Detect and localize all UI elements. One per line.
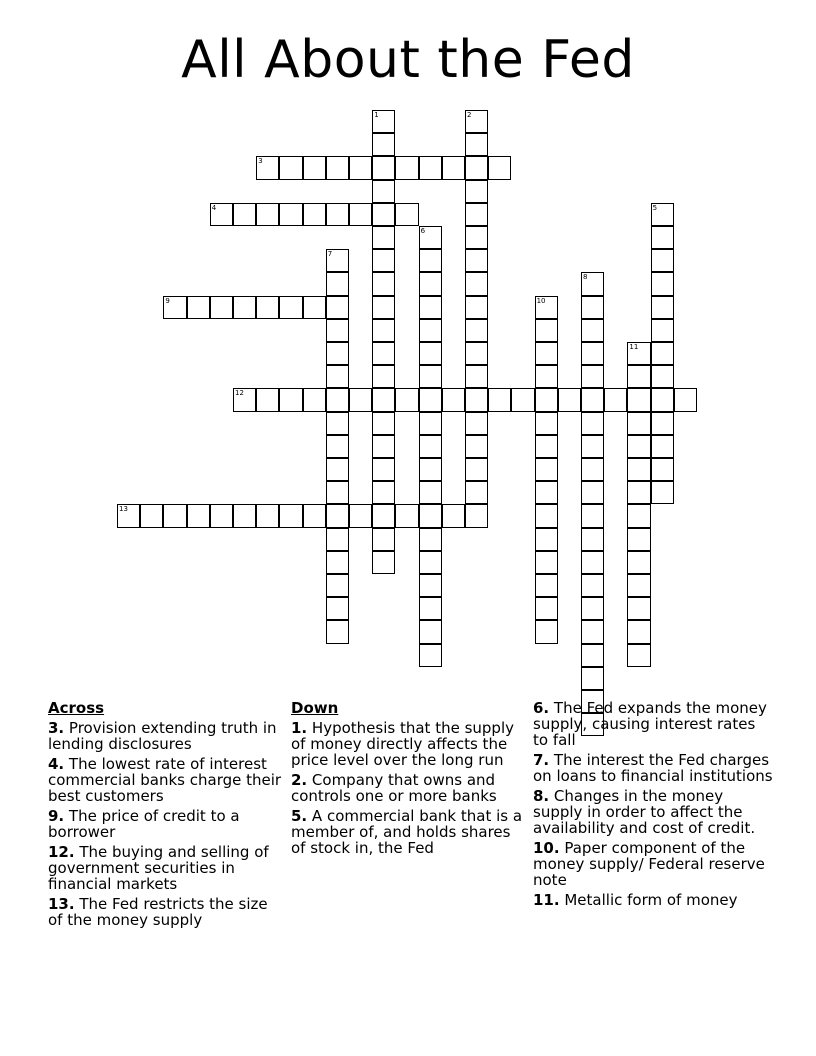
grid-cell[interactable]	[581, 481, 604, 504]
grid-cell[interactable]	[465, 481, 488, 504]
grid-cell[interactable]	[372, 458, 395, 481]
grid-cell[interactable]	[535, 458, 558, 481]
grid-cell[interactable]	[349, 156, 372, 179]
puzzle-title: All About the Fed	[181, 30, 635, 90]
grid-cell[interactable]	[233, 296, 256, 319]
grid-cell[interactable]	[326, 319, 349, 342]
grid-cell[interactable]	[535, 620, 558, 643]
grid-cell[interactable]	[303, 504, 326, 527]
grid-cell[interactable]	[372, 203, 395, 226]
grid-cell[interactable]	[326, 620, 349, 643]
clue-text: Hypothesis that the supply of money directly affects the price level over the long run	[291, 719, 514, 769]
grid-cell[interactable]	[233, 504, 256, 527]
grid-cell[interactable]	[558, 388, 581, 411]
grid-cell[interactable]	[651, 249, 674, 272]
grid-cell[interactable]	[326, 388, 349, 411]
cell-number: 7	[327, 250, 333, 259]
grid-cell[interactable]	[442, 388, 465, 411]
clue-number: 2.	[291, 771, 308, 789]
grid-cell[interactable]	[372, 272, 395, 295]
grid-cell[interactable]	[651, 412, 674, 435]
grid-cell[interactable]	[419, 319, 442, 342]
clue-item	[48, 844, 283, 892]
grid-cell[interactable]	[372, 388, 395, 411]
grid-cell[interactable]	[651, 435, 674, 458]
grid-cell[interactable]	[465, 435, 488, 458]
grid-cell[interactable]	[627, 412, 650, 435]
grid-cell[interactable]	[187, 296, 210, 319]
grid-cell[interactable]	[372, 481, 395, 504]
grid-cell[interactable]	[419, 574, 442, 597]
grid-cell[interactable]	[535, 551, 558, 574]
grid-cell[interactable]	[488, 156, 511, 179]
clue-text: Provision extending truth in lending disclosures	[48, 719, 277, 753]
grid-cell[interactable]	[279, 156, 302, 179]
clue-item	[533, 892, 773, 908]
grid-cell[interactable]	[465, 203, 488, 226]
grid-cell[interactable]	[535, 504, 558, 527]
grid-cell[interactable]	[465, 249, 488, 272]
grid-cell[interactable]	[581, 435, 604, 458]
clue-item	[533, 700, 773, 748]
grid-cell[interactable]	[163, 504, 186, 527]
clue-item	[291, 808, 526, 856]
grid-cell[interactable]	[163, 296, 186, 319]
clue-text: The lowest rate of interest commercial banks charge their best customers	[48, 755, 282, 805]
grid-cell[interactable]	[372, 319, 395, 342]
cell-number: 9	[165, 296, 170, 305]
grid-cell[interactable]	[256, 296, 279, 319]
grid-cell[interactable]	[581, 504, 604, 527]
grid-cell[interactable]	[627, 481, 650, 504]
grid-cell[interactable]	[419, 365, 442, 388]
down-clues-column-1	[291, 700, 526, 860]
grid-cell[interactable]	[395, 504, 418, 527]
grid-cell[interactable]	[419, 644, 442, 667]
down-heading: Down	[291, 699, 339, 717]
clue-text: The price of credit to a borrower	[48, 807, 240, 841]
clue-text: The interest the Fed charges on loans to financial institutions	[533, 751, 773, 785]
clue-number: 7.	[533, 751, 550, 769]
grid-cell[interactable]	[465, 296, 488, 319]
grid-cell[interactable]	[303, 203, 326, 226]
grid-cell[interactable]	[581, 296, 604, 319]
grid-cell[interactable]	[627, 574, 650, 597]
grid-cell[interactable]	[535, 481, 558, 504]
grid-cell[interactable]	[535, 319, 558, 342]
grid-cell[interactable]	[419, 249, 442, 272]
grid-cell[interactable]	[581, 342, 604, 365]
grid-cell[interactable]	[279, 296, 302, 319]
grid-cell[interactable]	[581, 528, 604, 551]
grid-cell[interactable]	[581, 412, 604, 435]
grid-cell[interactable]	[651, 342, 674, 365]
clue-item	[48, 808, 283, 840]
cell-number: 11	[629, 343, 639, 351]
grid-cell[interactable]	[465, 504, 488, 527]
down-clues-column-2	[533, 700, 773, 912]
cell-number: 13	[119, 505, 128, 514]
grid-cell[interactable]	[651, 272, 674, 295]
grid-cell[interactable]	[674, 388, 697, 411]
grid-cell[interactable]	[326, 574, 349, 597]
grid-cell[interactable]	[395, 388, 418, 411]
grid-cell[interactable]	[372, 296, 395, 319]
grid-cell[interactable]	[419, 272, 442, 295]
clue-item	[48, 896, 283, 928]
grid-cell[interactable]	[372, 180, 395, 203]
clue-item	[533, 840, 773, 888]
grid-cell[interactable]	[140, 504, 163, 527]
grid-cell[interactable]	[326, 156, 349, 179]
grid-cell[interactable]	[419, 458, 442, 481]
grid-cell[interactable]	[419, 620, 442, 643]
grid-cell[interactable]	[256, 156, 279, 179]
grid-cell[interactable]	[465, 458, 488, 481]
grid-cell[interactable]	[326, 504, 349, 527]
cell-number: 12	[235, 389, 244, 398]
grid-cell[interactable]	[372, 365, 395, 388]
grid-cell[interactable]	[535, 296, 558, 319]
grid-cell[interactable]	[419, 597, 442, 620]
clue-item	[291, 720, 526, 768]
grid-cell[interactable]	[326, 272, 349, 295]
grid-cell[interactable]	[465, 180, 488, 203]
grid-cell[interactable]	[279, 504, 302, 527]
clue-text: The Fed restricts the size of the money supply	[48, 895, 268, 929]
grid-cell[interactable]	[581, 319, 604, 342]
grid-cell[interactable]	[627, 620, 650, 643]
grid-cell[interactable]	[419, 412, 442, 435]
grid-cell[interactable]	[465, 365, 488, 388]
grid-cell[interactable]	[326, 342, 349, 365]
grid-cell[interactable]	[395, 156, 418, 179]
across-clues	[48, 700, 283, 932]
grid-cell[interactable]	[326, 249, 349, 272]
grid-cell[interactable]	[442, 156, 465, 179]
cell-number: 4	[211, 203, 217, 212]
grid-cell[interactable]	[256, 203, 279, 226]
down-list-2	[533, 700, 773, 908]
cell-number: 10	[536, 296, 546, 305]
grid-cell[interactable]	[581, 272, 604, 295]
grid-cell[interactable]	[488, 388, 511, 411]
grid-cell[interactable]	[627, 528, 650, 551]
grid-cell[interactable]	[627, 365, 650, 388]
cell-number: 3	[258, 157, 263, 166]
grid-cell[interactable]	[279, 388, 302, 411]
grid-cell[interactable]	[651, 388, 674, 411]
grid-cell[interactable]	[326, 435, 349, 458]
grid-cell[interactable]	[651, 226, 674, 249]
down-list-1	[291, 720, 526, 856]
grid-cell[interactable]	[535, 365, 558, 388]
grid-cell[interactable]	[372, 528, 395, 551]
grid-cell[interactable]	[395, 203, 418, 226]
clue-item	[533, 752, 773, 784]
clue-item	[48, 720, 283, 752]
grid-cell[interactable]	[372, 412, 395, 435]
grid-cell[interactable]	[581, 667, 604, 690]
grid-cell[interactable]	[256, 504, 279, 527]
clue-item	[533, 788, 773, 836]
grid-cell[interactable]	[303, 296, 326, 319]
grid-cell[interactable]	[372, 435, 395, 458]
grid-cell[interactable]	[627, 551, 650, 574]
cell-number: 8	[583, 273, 588, 282]
grid-cell[interactable]	[279, 203, 302, 226]
grid-cell[interactable]	[419, 342, 442, 365]
grid-cell[interactable]	[651, 481, 674, 504]
grid-cell[interactable]	[535, 412, 558, 435]
grid-cell[interactable]	[303, 156, 326, 179]
grid-cell[interactable]	[465, 319, 488, 342]
grid-cell[interactable]	[372, 551, 395, 574]
grid-cell[interactable]	[372, 249, 395, 272]
grid-cell[interactable]	[465, 272, 488, 295]
grid-cell[interactable]	[372, 342, 395, 365]
grid-cell[interactable]	[651, 319, 674, 342]
grid-cell[interactable]	[326, 597, 349, 620]
clue-text: Metallic form of money	[564, 891, 738, 909]
grid-cell[interactable]	[465, 110, 488, 133]
clue-number: 1.	[291, 719, 308, 737]
grid-cell[interactable]	[349, 203, 372, 226]
grid-cell[interactable]	[372, 133, 395, 156]
grid-cell[interactable]	[326, 551, 349, 574]
grid-cell[interactable]	[465, 156, 488, 179]
grid-cell[interactable]	[419, 226, 442, 249]
grid-cell[interactable]	[326, 412, 349, 435]
grid-cell[interactable]	[581, 551, 604, 574]
clue-text: Changes in the money supply in order to affect the availability and cost of credit.	[533, 787, 756, 837]
grid-cell[interactable]	[419, 481, 442, 504]
grid-cell[interactable]	[651, 296, 674, 319]
grid-cell[interactable]	[419, 296, 442, 319]
grid-cell[interactable]	[256, 388, 279, 411]
clue-number: 11.	[533, 891, 560, 909]
grid-cell[interactable]	[465, 388, 488, 411]
grid-cell[interactable]	[233, 203, 256, 226]
grid-cell[interactable]	[326, 528, 349, 551]
grid-cell[interactable]	[349, 388, 372, 411]
grid-cell[interactable]	[210, 203, 233, 226]
grid-cell[interactable]	[581, 388, 604, 411]
grid-cell[interactable]	[303, 388, 326, 411]
grid-cell[interactable]	[187, 504, 210, 527]
clue-text: A commercial bank that is a member of, and holds shares of stock in, the Fed	[291, 807, 523, 857]
grid-cell[interactable]	[581, 597, 604, 620]
grid-cell[interactable]	[581, 574, 604, 597]
grid-cell[interactable]	[535, 597, 558, 620]
grid-cell[interactable]	[442, 504, 465, 527]
clue-item	[291, 772, 526, 804]
clue-number: 13.	[48, 895, 75, 913]
clue-item	[48, 756, 283, 804]
grid-cell[interactable]	[210, 296, 233, 319]
grid-cell[interactable]	[372, 156, 395, 179]
grid-cell[interactable]	[117, 504, 140, 527]
grid-cell[interactable]	[372, 504, 395, 527]
grid-cell[interactable]	[465, 133, 488, 156]
grid-cell[interactable]	[627, 504, 650, 527]
grid-cell[interactable]	[419, 504, 442, 527]
clue-number: 5.	[291, 807, 308, 825]
grid-cell[interactable]	[465, 226, 488, 249]
grid-cell[interactable]	[535, 574, 558, 597]
grid-cell[interactable]	[465, 342, 488, 365]
grid-cell[interactable]	[326, 296, 349, 319]
grid-cell[interactable]	[372, 110, 395, 133]
grid-cell[interactable]	[627, 435, 650, 458]
cell-number: 6	[420, 227, 426, 235]
grid-cell[interactable]	[581, 365, 604, 388]
grid-cell[interactable]	[326, 481, 349, 504]
across-list	[48, 720, 283, 928]
clue-text: The Fed expands the money supply, causing interest rates to fall	[533, 699, 767, 749]
grid-cell[interactable]	[372, 226, 395, 249]
grid-cell[interactable]	[651, 203, 674, 226]
grid-cell[interactable]	[419, 156, 442, 179]
grid-cell[interactable]	[535, 388, 558, 411]
grid-cell[interactable]	[581, 458, 604, 481]
grid-cell[interactable]	[627, 597, 650, 620]
grid-cell[interactable]	[581, 620, 604, 643]
clue-number: 9.	[48, 807, 65, 825]
grid-cell[interactable]	[210, 504, 233, 527]
grid-cell[interactable]	[419, 551, 442, 574]
clue-number: 8.	[533, 787, 550, 805]
grid-cell[interactable]	[535, 528, 558, 551]
grid-cell[interactable]	[511, 388, 534, 411]
clue-number: 4.	[48, 755, 65, 773]
clue-text: The buying and selling of government securities in financial markets	[48, 843, 269, 893]
grid-cell[interactable]	[535, 435, 558, 458]
grid-cell[interactable]	[326, 365, 349, 388]
clue-number: 3.	[48, 719, 65, 737]
clue-number: 6.	[533, 699, 550, 717]
grid-cell[interactable]	[627, 388, 650, 411]
across-heading: Across	[48, 699, 105, 717]
grid-cell[interactable]	[581, 644, 604, 667]
grid-cell[interactable]	[326, 203, 349, 226]
cell-number: 2	[467, 111, 472, 119]
clue-number: 10.	[533, 839, 560, 857]
grid-cell[interactable]	[419, 388, 442, 411]
grid-cell[interactable]	[326, 458, 349, 481]
grid-cell[interactable]	[465, 412, 488, 435]
grid-cell[interactable]	[651, 458, 674, 481]
grid-cell[interactable]	[651, 365, 674, 388]
clue-text: Paper component of the money supply/ Federal reserve note	[533, 839, 765, 889]
grid-cell[interactable]	[419, 435, 442, 458]
grid-cell[interactable]	[349, 504, 372, 527]
grid-cell[interactable]	[627, 458, 650, 481]
grid-cell[interactable]	[535, 342, 558, 365]
grid-cell[interactable]	[627, 342, 650, 365]
cell-number: 1	[374, 111, 379, 119]
cell-number: 5	[652, 203, 658, 212]
grid-cell[interactable]	[419, 528, 442, 551]
clue-number: 12.	[48, 843, 75, 861]
grid-cell[interactable]	[627, 644, 650, 667]
clue-text: Company that owns and controls one or more banks	[291, 771, 497, 805]
grid-cell[interactable]	[233, 388, 256, 411]
grid-cell[interactable]	[604, 388, 627, 411]
